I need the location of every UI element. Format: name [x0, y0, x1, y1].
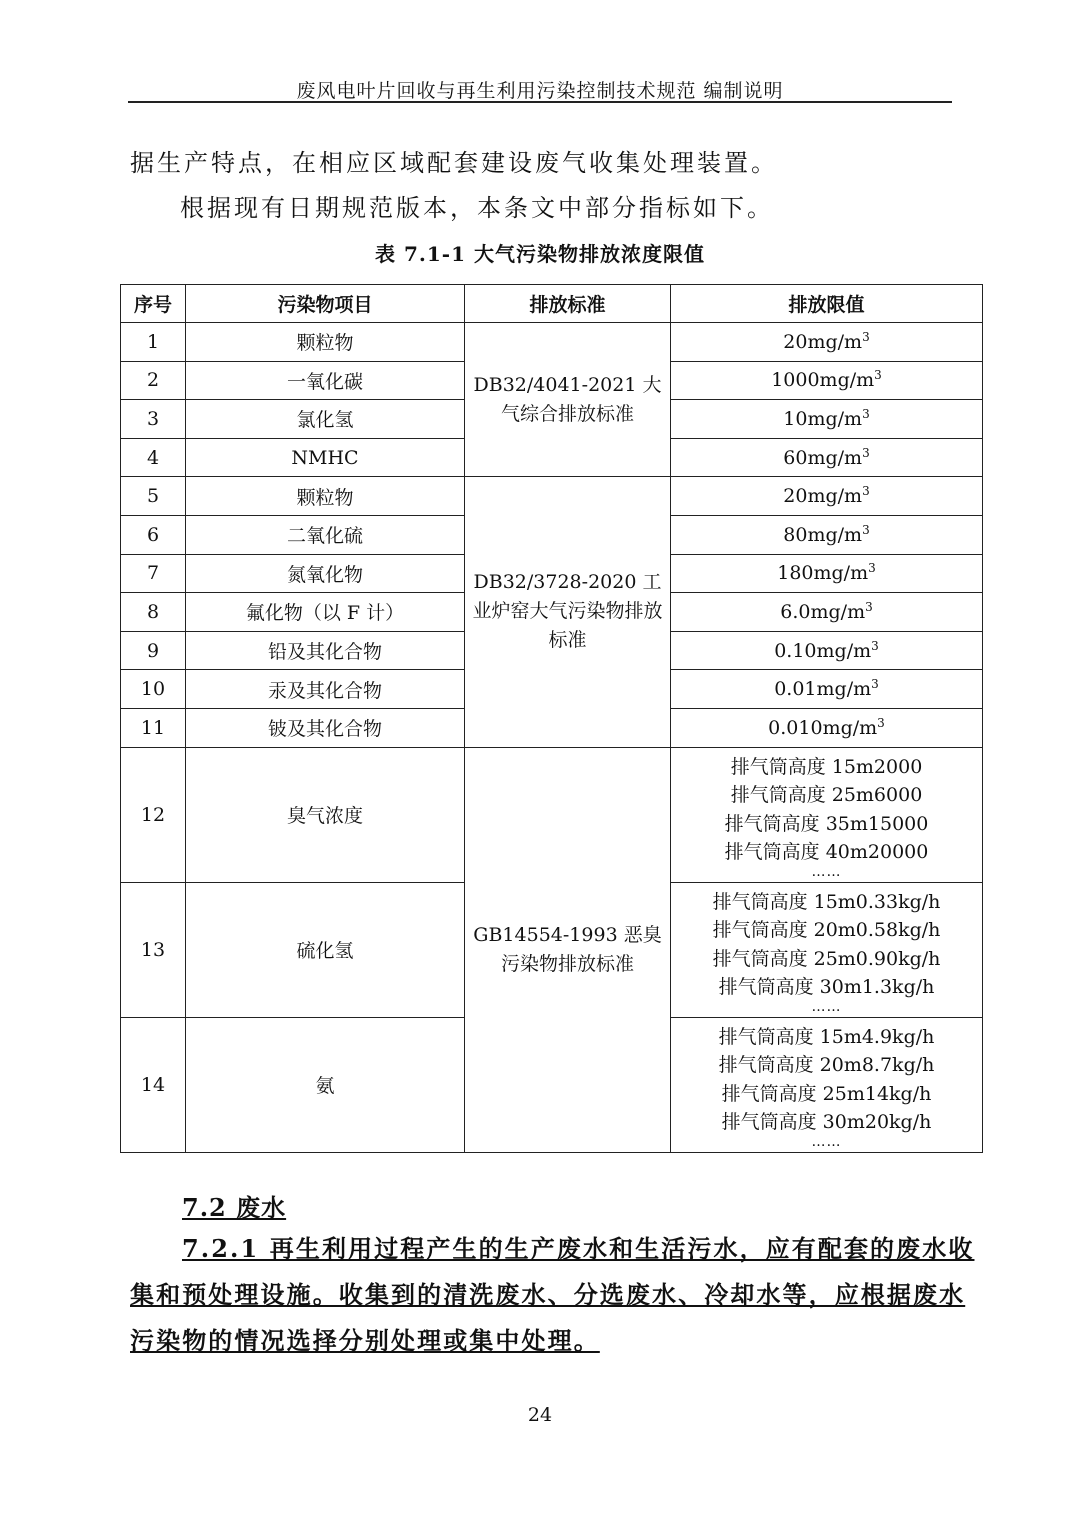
row-no: 12	[121, 747, 186, 882]
row-limit: $6.0mg/m^3$	[671, 593, 983, 632]
section-heading: 7.2 废水	[182, 1193, 287, 1222]
row-limit: $0.01mg/m^3$	[671, 670, 983, 709]
row-no: 13	[121, 882, 186, 1017]
row-limit: $20mg/m^3$	[671, 477, 983, 516]
row-limit: $10mg/m^3$	[671, 400, 983, 439]
row-item: 汞及其化合物	[186, 670, 465, 709]
row-no: 9	[121, 631, 186, 670]
section-paragraph-line-2: 集和预处理设施。收集到的清洗废水、分选废水、冷却水等，应根据废水	[130, 1280, 966, 1309]
row-no: 8	[121, 593, 186, 632]
page-number: 24	[527, 1404, 553, 1426]
standard-cell: DB32/3728-2020 工业炉窑大气污染物排放标准	[465, 477, 671, 747]
emission-limits-table	[120, 284, 983, 1153]
row-item: 铅及其化合物	[186, 631, 465, 670]
row-item: 硫化氢	[186, 882, 465, 1017]
row-no: 4	[121, 438, 186, 477]
row-no: 10	[121, 670, 186, 709]
section-paragraph-line-1: 7.2.1 再生利用过程产生的生产废水和生活污水，应有配套的废水收	[182, 1234, 975, 1263]
row-item: 氯化氢	[186, 400, 465, 439]
row-item: 臭气浓度	[186, 747, 465, 882]
row-limit-list: 排气筒高度 15m4.9kg/h 排气筒高度 20m8.7kg/h 排气筒高度 25m14kg/h 排气筒高度 30m20kg/h ……	[671, 1017, 983, 1152]
table-caption: 表 7.1-1 大气污染物排放浓度限值	[375, 242, 705, 266]
row-item: 氮氧化物	[186, 554, 465, 593]
row-item: NMHC	[186, 438, 465, 477]
row-limit: $1000mg/m^3$	[671, 361, 983, 400]
section-paragraph-line-3: 污染物的情况选择分别处理或集中处理。	[130, 1326, 600, 1355]
row-no: 14	[121, 1017, 186, 1152]
row-item: 铍及其化合物	[186, 708, 465, 747]
row-no: 2	[121, 361, 186, 400]
col-header-no: 序号	[121, 285, 186, 323]
row-limit: $0.010mg/m^3$	[671, 708, 983, 747]
row-item: 氟化物（以 F 计）	[186, 593, 465, 632]
table-row	[121, 747, 983, 882]
row-limit-list: 排气筒高度 15m0.33kg/h 排气筒高度 20m0.58kg/h 排气筒高度 25m0.90kg/h 排气筒高度 30m1.3kg/h ……	[671, 882, 983, 1017]
row-limit: $60mg/m^3$	[671, 438, 983, 477]
col-header-item: 污染物项目	[186, 285, 465, 323]
row-limit-list: 排气筒高度 15m2000 排气筒高度 25m6000 排气筒高度 35m15000 排气筒高度 40m20000 ……	[671, 747, 983, 882]
row-no: 6	[121, 515, 186, 554]
row-no: 1	[121, 323, 186, 362]
row-item: 颗粒物	[186, 477, 465, 516]
row-item: 颗粒物	[186, 323, 465, 362]
row-item: 氨	[186, 1017, 465, 1152]
table-header-row	[121, 285, 983, 323]
standard-cell: DB32/4041-2021 大气综合排放标准	[465, 323, 671, 477]
intro-line-2: 根据现有日期规范版本，本条文中部分指标如下。	[180, 194, 774, 222]
header-rule	[128, 101, 952, 103]
table-row	[121, 477, 983, 516]
row-limit: $180mg/m^3$	[671, 554, 983, 593]
row-item: 一氧化碳	[186, 361, 465, 400]
intro-line-1: 据生产特点，在相应区域配套建设废气收集处理装置。	[130, 149, 778, 177]
col-header-standard: 排放标准	[465, 285, 671, 323]
row-no: 5	[121, 477, 186, 516]
row-item: 二氧化硫	[186, 515, 465, 554]
row-limit: $80mg/m^3$	[671, 515, 983, 554]
row-no: 3	[121, 400, 186, 439]
running-header: 废风电叶片回收与再生利用污染控制技术规范 编制说明	[296, 80, 784, 102]
row-no: 11	[121, 708, 186, 747]
table-row	[121, 323, 983, 362]
row-no: 7	[121, 554, 186, 593]
row-limit: $20mg/m^3$	[671, 323, 983, 362]
col-header-limit: 排放限值	[671, 285, 983, 323]
row-limit: $0.10mg/m^3$	[671, 631, 983, 670]
standard-cell: GB14554-1993 恶臭污染物排放标准	[465, 747, 671, 1152]
